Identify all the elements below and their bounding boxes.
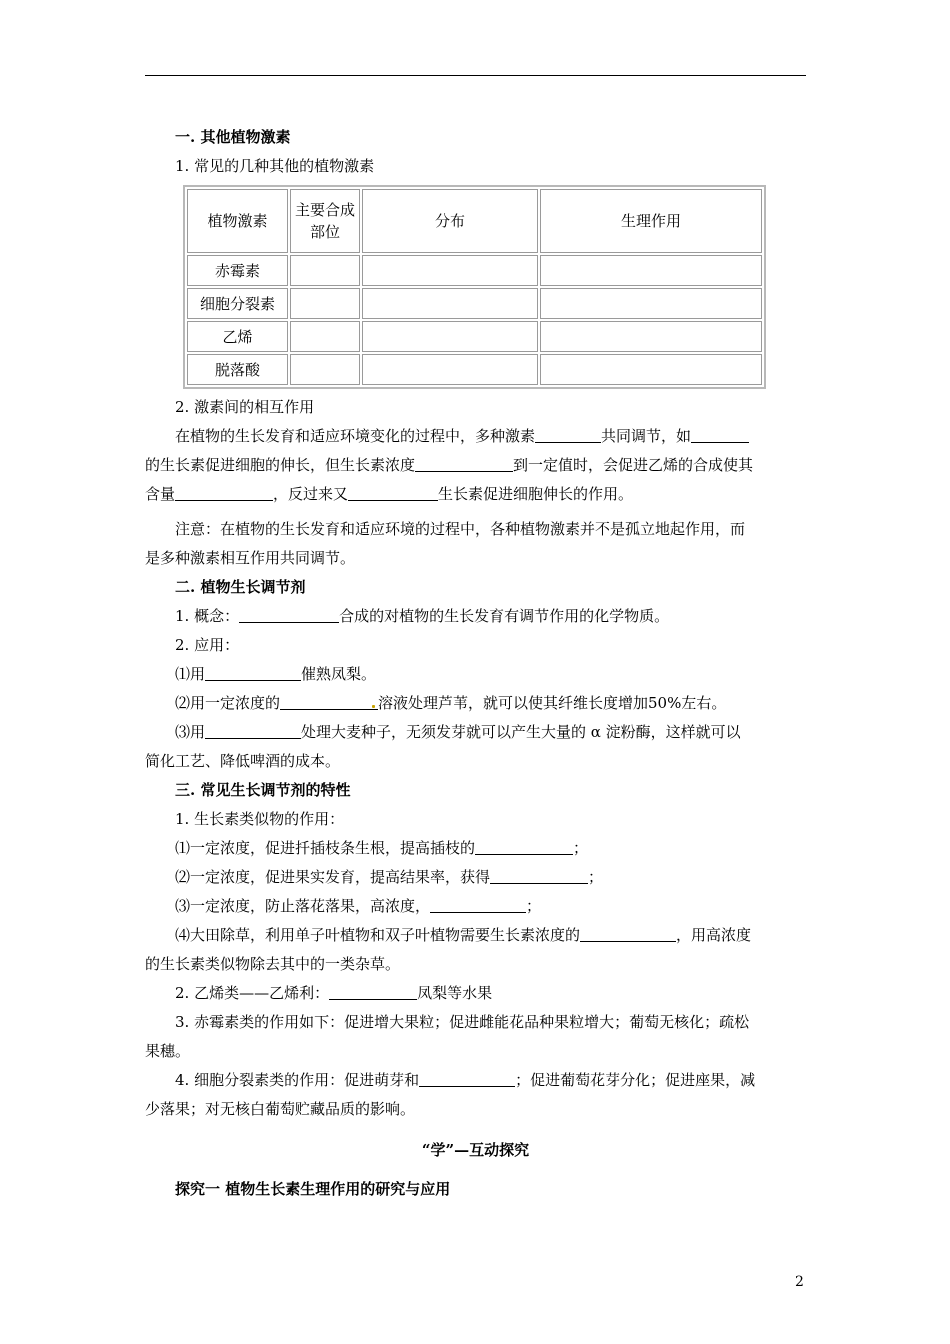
application-item-2: [145, 689, 806, 718]
application-item-3-cont: 简化工艺、降低啤酒的成本。: [145, 752, 341, 770]
text-run: ；促进葡萄花芽分化；促进座果，减: [515, 1071, 756, 1089]
section-1-title: 一. 其他植物激素: [175, 128, 291, 146]
explore-1-title: 探究一 植物生长素生理作用的研究与应用: [175, 1180, 451, 1198]
table-header-synthesis-site: [290, 189, 360, 253]
table-cell-empty: [540, 288, 762, 319]
text-run: ，用高浓度: [676, 926, 752, 944]
text-run: 合成的对植物的生长发育有调节作用的化学物质。: [339, 607, 670, 625]
table-cell-empty: [362, 321, 538, 352]
table-header-synthesis-line1: 主要合成: [294, 201, 355, 219]
auxin-item-4-cont: 的生长素类似物除去其中的一类杂草。: [145, 955, 401, 973]
text-run: 处理大麦种子，无须发芽就可以产生大量的 α 淀粉酶，这样就可以: [301, 723, 741, 741]
text-run: 2. 乙烯类——乙烯利：: [175, 984, 330, 1002]
text-run: ⑶用: [175, 723, 206, 741]
table-cell-empty: [290, 354, 360, 385]
text-run: ；: [573, 839, 589, 857]
auxin-item-4: [145, 921, 806, 950]
section-2-title: 二. 植物生长调节剂: [175, 578, 306, 596]
table-cell-hormone: 细胞分裂素: [187, 288, 288, 319]
concept-line: [145, 602, 806, 631]
table-cell-empty: [290, 255, 360, 286]
text-run: 共同调节，如: [601, 427, 692, 445]
application-item-3: [145, 718, 806, 747]
text-run: ；: [588, 868, 604, 886]
table-header-function: 生理作用: [540, 189, 762, 253]
note-line-2: 是多种激素相互作用共同调节。: [145, 549, 356, 567]
fill-blank[interactable]: [415, 455, 513, 472]
table-row: [187, 354, 762, 385]
table-header-row: [187, 189, 762, 253]
text-run: ⑷大田除草，利用单子叶植物和双子叶植物需要生长素浓度的: [175, 926, 581, 944]
fill-blank[interactable]: [535, 426, 601, 443]
table-cell-hormone: 赤霉素: [187, 255, 288, 286]
interaction-paragraph-line-1: [145, 422, 806, 451]
fill-blank[interactable]: [348, 484, 438, 501]
auxin-item-1: [145, 834, 806, 863]
table-row: [187, 288, 762, 319]
application-item-1: [145, 660, 806, 689]
table-cell-empty: [362, 354, 538, 385]
auxin-analog-heading: 1. 生长素类似物的作用：: [175, 810, 345, 828]
header-rule: [145, 75, 806, 76]
section-3-title: 三. 常见生长调节剂的特性: [175, 781, 351, 799]
table-cell-empty: [540, 255, 762, 286]
fill-blank[interactable]: [419, 1070, 515, 1087]
fill-blank[interactable]: [205, 664, 301, 681]
table-cell-empty: [362, 288, 538, 319]
stray-mark: [372, 705, 375, 708]
table-cell-hormone: 乙烯: [187, 321, 288, 352]
ethylene-line: [145, 979, 806, 1008]
text-run: ⑴用: [175, 665, 206, 683]
text-run: ⑴一定浓度，促进扦插枝条生根，提高插枝的: [175, 839, 476, 857]
text-run: 的生长素促进细胞的伸长，但生长素浓度: [145, 456, 416, 474]
table-cell-empty: [290, 288, 360, 319]
auxin-item-2: [145, 863, 806, 892]
text-run: ⑵用一定浓度的: [175, 694, 281, 712]
gibberellin-line-1: 3. 赤霉素类的作用如下：促进增大果粒；促进雌能花品种果粒增大；葡萄无核化；疏松: [175, 1013, 750, 1031]
text-run: 含量: [145, 485, 176, 503]
text-run: 4. 细胞分裂素类的作用：促进萌芽和: [175, 1071, 420, 1089]
table-row: [187, 321, 762, 352]
table-cell-empty: [540, 321, 762, 352]
text-run: 在植物的生长发育和适应环境变化的过程中，多种激素: [175, 427, 536, 445]
interaction-paragraph-line-2: [145, 451, 806, 480]
table-cell-empty: [362, 255, 538, 286]
fill-blank[interactable]: [175, 484, 273, 501]
section-1-sub-1: 1. 常见的几种其他的植物激素: [175, 157, 375, 175]
table-header-distribution: 分布: [362, 189, 538, 253]
fill-blank[interactable]: [280, 693, 378, 710]
table-cell-hormone: 脱落酸: [187, 354, 288, 385]
table-header-synthesis-line2: 部位: [309, 223, 340, 241]
text-run: 凤梨等水果: [417, 984, 493, 1002]
text-run: 到一定值时，会促进乙烯的合成使其: [513, 456, 754, 474]
cytokinin-line-2: 少落果；对无核白葡萄贮藏品质的影响。: [145, 1100, 416, 1118]
application-heading: 2. 应用：: [175, 636, 240, 654]
fill-blank[interactable]: [205, 722, 301, 739]
fill-blank[interactable]: [691, 426, 749, 443]
text-run: ；: [526, 897, 542, 915]
text-run: ，反过来又: [273, 485, 349, 503]
fill-blank[interactable]: [490, 867, 588, 884]
text-run: ⑵一定浓度，促进果实发育，提高结果率，获得: [175, 868, 491, 886]
table-cell-empty: [290, 321, 360, 352]
text-run: 1. 概念：: [175, 607, 240, 625]
fill-blank[interactable]: [580, 925, 676, 942]
table-header-hormone: 植物激素: [187, 189, 288, 253]
fill-blank[interactable]: [329, 983, 417, 1000]
page-number: 2: [795, 1274, 804, 1290]
fill-blank[interactable]: [239, 606, 339, 623]
text-run: 溶液处理芦苇，就可以使其纤维长度增加50%左右。: [378, 694, 727, 712]
note-line-1: 注意：在植物的生长发育和适应环境的过程中，各种植物激素并不是孤立地起作用，而: [175, 520, 746, 538]
hormone-table: [183, 185, 766, 389]
text-run: 催熟凤梨。: [301, 665, 377, 683]
table-row: [187, 255, 762, 286]
text-run: 生长素促进细胞伸长的作用。: [438, 485, 634, 503]
interaction-paragraph-line-3: [145, 480, 806, 509]
fill-blank[interactable]: [430, 896, 526, 913]
auxin-item-3: [145, 892, 806, 921]
document-page: [145, 120, 806, 1204]
interactive-explore-heading: “学”—互动探究: [421, 1141, 530, 1159]
gibberellin-line-2: 果穗。: [145, 1042, 191, 1060]
table-cell-empty: [540, 354, 762, 385]
text-run: ⑶一定浓度，防止落花落果，高浓度，: [175, 897, 431, 915]
section-1-sub-2: 2. 激素间的相互作用: [175, 398, 315, 416]
fill-blank[interactable]: [475, 838, 573, 855]
cytokinin-line-1: [145, 1066, 806, 1095]
